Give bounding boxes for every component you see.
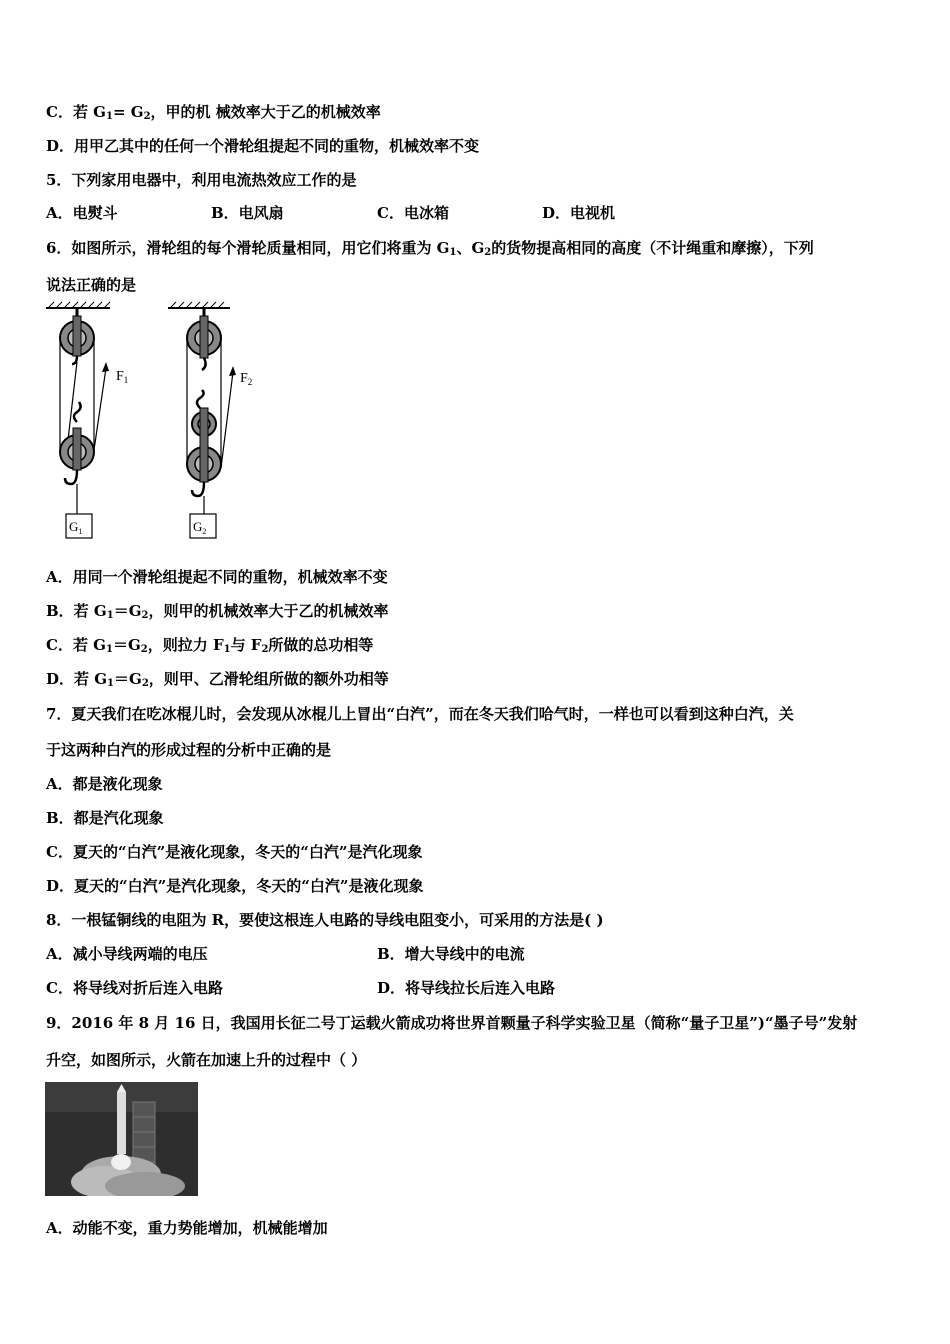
q9-stem-line2: 升空，如图所示，火箭在加速上升的过程中（ ）	[46, 1051, 367, 1069]
q6-stem-line1: 6．如图所示，滑轮组的每个滑轮质量相同，用它们将重为 $G_1$、$G_2$的货物提高相同的高度（不计绳重和摩擦），下列	[46, 239, 814, 258]
q5-option-b: B．电风扇	[211, 204, 284, 222]
q6-stem-line2: 说法正确的是	[46, 276, 137, 294]
pulley-figure	[40, 300, 280, 550]
q6-option-c: C．若 $G_1=G_2$，则拉力 $F_1$与 $F_2$所做的总功相等	[46, 636, 374, 655]
q6-option-b: B．若 $G_1=G_2$，则甲的机械效率大于乙的机械效率	[46, 602, 389, 621]
q7-option-d: D．夏天的“白汽”是汽化现象，冬天的“白汽”是液化现象	[46, 877, 424, 895]
q6-option-a: A．用同一个滑轮组提起不同的重物，机械效率不变	[46, 568, 388, 586]
q5-option-d: D．电视机	[542, 204, 616, 222]
q5-option-c: C．电冰箱	[377, 204, 449, 222]
q4-option-c: C．若 $G_1= G_2$，甲的机 械效率大于乙的机械效率	[46, 103, 381, 122]
q7-option-a: A．都是液化现象	[46, 775, 163, 793]
q7-stem-line2: 于这两种白汽的形成过程的分析中正确的是	[46, 741, 332, 759]
load-label-g1: $G_1$	[69, 519, 83, 536]
force-label-f1: $F_1$	[116, 369, 129, 385]
force-label-f2: $F_2$	[240, 371, 253, 387]
rocket-launch-photo	[45, 1082, 198, 1196]
q8-option-c: C．将导线对折后连入电路	[46, 979, 223, 997]
q9-option-a: A．动能不变，重力势能增加，机械能增加	[46, 1219, 328, 1237]
q8-option-b: B．增大导线中的电流	[377, 945, 525, 963]
q5-stem: 5．下列家用电器中，利用电流热效应工作的是	[46, 171, 357, 189]
q6-option-d: D．若 $G_1=G_2$，则甲、乙滑轮组所做的额外功相等	[46, 670, 389, 689]
q5-option-a: A．电熨斗	[46, 204, 118, 222]
load-label-g2: $G_2$	[193, 519, 207, 536]
q7-option-b: B．都是汽化现象	[46, 809, 164, 827]
q8-stem: 8．一根锰铜线的电阻为 R，要使这根连人电路的导线电阻变小，可采用的方法是( )	[46, 911, 604, 929]
q4-option-d: D．用甲乙其中的任何一个滑轮组提起不同的重物，机械效率不变	[46, 137, 480, 155]
q7-option-c: C．夏天的“白汽”是液化现象，冬天的“白汽”是汽化现象	[46, 843, 423, 861]
q8-option-a: A．减小导线两端的电压	[46, 945, 208, 963]
q8-option-d: D．将导线拉长后连入电路	[377, 979, 556, 997]
q7-stem-line1: 7．夏天我们在吃冰棍儿时，会发现从冰棍儿上冒出“白汽”，而在冬天我们哈气时，一样也可以看到这种白汽，关	[46, 705, 794, 723]
q9-stem-line1: 9．2016 年 8 月 16 日，我国用长征二号丁运载火箭成功将世界首颗量子科学实验卫星（简称“量子卫星”)“墨子号”发射	[46, 1014, 858, 1032]
